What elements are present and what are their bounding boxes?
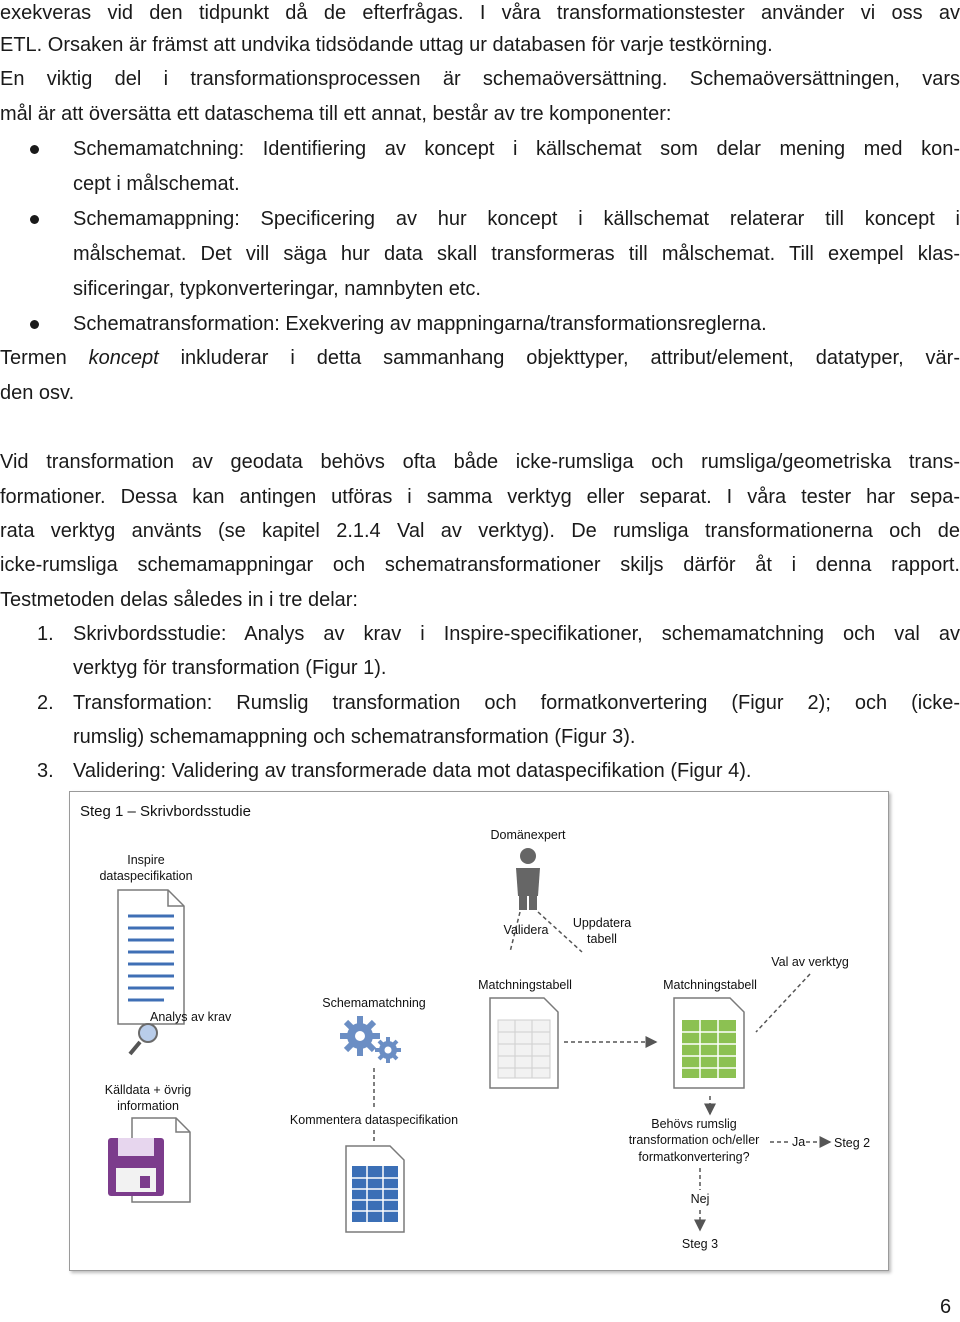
emphasis-term: koncept (88, 347, 159, 369)
list-text-line: verktyg för transformation (Figur 1). (73, 657, 387, 679)
dashed-connector (756, 974, 810, 1032)
page-number: 6 (940, 1296, 952, 1318)
gear-icon (340, 1016, 380, 1056)
steg3-label: Steg 3 (681, 1237, 719, 1251)
bullet-text-line: Schematransformation: Exekvering av mappningarna/transformationsreglerna. (73, 313, 767, 335)
magnifier-icon (130, 1024, 157, 1054)
bullet-text-line: cept i målschemat. (73, 173, 240, 195)
nej-label: Nej (690, 1192, 710, 1206)
decision-label: formatkonvertering? (638, 1150, 750, 1164)
kommentera-label: Kommentera dataspecifikation (289, 1113, 459, 1127)
body-text-line: mål är att översätta ett dataschema till ett annat, består av tre komponenter: (0, 103, 672, 125)
table-document-icon (674, 998, 744, 1088)
inspire-label: Inspire (127, 853, 165, 867)
matchningstabell2-label: Matchningstabell (663, 978, 757, 992)
kalldata-label: information (117, 1099, 179, 1113)
domanexpert-label: Domänexpert (490, 828, 566, 842)
floppy-disk-icon (108, 1138, 164, 1196)
table-document-icon (346, 1146, 404, 1232)
bullet-marker (30, 145, 39, 154)
body-text-line: den osv. (0, 382, 75, 404)
body-text-line: exekveras vid den tidpunkt då de efterfrågas. I våra transformationstester använder vi oss av (0, 2, 960, 24)
text-run: Termen (0, 347, 89, 369)
schemamatchning-label: Schemamatchning (322, 996, 426, 1010)
body-text-line: formationer. Dessa kan antingen utföras i samma verktyg eller separat. I våra tester har sepa- (0, 486, 960, 508)
body-text-line: rata verktyg använts (se kapitel 2.1.4 Val av verktyg). De rumsliga transformationerna och de (0, 520, 960, 542)
body-text-line: ETL. Orsaken är främst att undvika tidsödande uttag ur databasen för varje testkörning. (0, 34, 773, 56)
matchningstabell-label: Matchningstabell (478, 978, 572, 992)
list-text-line: Validering: Validering av transformerade data mot dataspecifikation (Figur 4). (73, 760, 752, 782)
decision-label: transformation och/eller (628, 1133, 760, 1147)
bullet-marker (30, 215, 39, 224)
body-text-line: Testmetoden delas således in i tre delar: (0, 589, 358, 611)
body-text-line: icke-rumsliga schemamappningar och schematransformationer skiljs därför åt i denna rapport. (0, 554, 960, 576)
valavverktyg-label: Val av verktyg (771, 955, 849, 969)
figure-steg1-diagram (69, 791, 889, 1271)
kalldata-label: Källdata + övrig (104, 1083, 192, 1097)
body-text-line: Vid transformation av geodata behövs ofta både icke-rumsliga och rumsliga/geometriska trans- (0, 451, 960, 473)
body-text-line: En viktig del i transformationsprocessen är schemaöversättning. Schemaöversättningen, vars (0, 68, 960, 90)
table-document-icon (490, 998, 558, 1088)
bullet-text-line: målschemat. Det vill säga hur data skall transformeras till målschemat. Till exempel klas- (73, 243, 960, 265)
body-text-line (0, 341, 960, 375)
figure-title: Steg 1 – Skrivbordsstudie (80, 803, 251, 820)
steg2-label: Steg 2 (834, 1136, 871, 1150)
uppdatera-label: tabell (587, 932, 617, 946)
person-icon (516, 848, 540, 910)
bullet-text-line: sificeringar, typkonverteringar, namnbyten etc. (73, 278, 481, 300)
list-number: 3. (37, 760, 54, 782)
bullet-marker (30, 320, 39, 329)
analys-label: Analys av krav (150, 1010, 232, 1024)
decision-label: Behövs rumslig (651, 1117, 737, 1131)
uppdatera-label: Uppdatera (572, 916, 632, 930)
bullet-text-line: Schemamatchning: Identifiering av koncept i källschemat som delar mening med kon- (73, 138, 960, 160)
list-number: 1. (37, 623, 54, 645)
document-icon (118, 890, 184, 1024)
list-text-line: rumslig) schemamappning och schematransformation (Figur 3). (73, 726, 636, 748)
list-number: 2. (37, 692, 54, 714)
inspire-label: dataspecifikation (99, 869, 193, 883)
list-text-line: Transformation: Rumslig transformation och formatkonvertering (Figur 2); och (icke- (73, 692, 960, 714)
list-text-line: Skrivbordsstudie: Analys av krav i Inspire-specifikationer, schemamatchning och val av (73, 623, 960, 645)
gear-icon (375, 1037, 401, 1063)
ja-label: Ja (792, 1135, 806, 1149)
text-run: inkluderar i detta sammanhang objekttyper, attribut/element, datatyper, vär- (158, 347, 960, 369)
bullet-text-line: Schemamappning: Specificering av hur koncept i källschemat relaterar till koncept i (73, 208, 960, 230)
validera-label: Validera (503, 923, 549, 937)
